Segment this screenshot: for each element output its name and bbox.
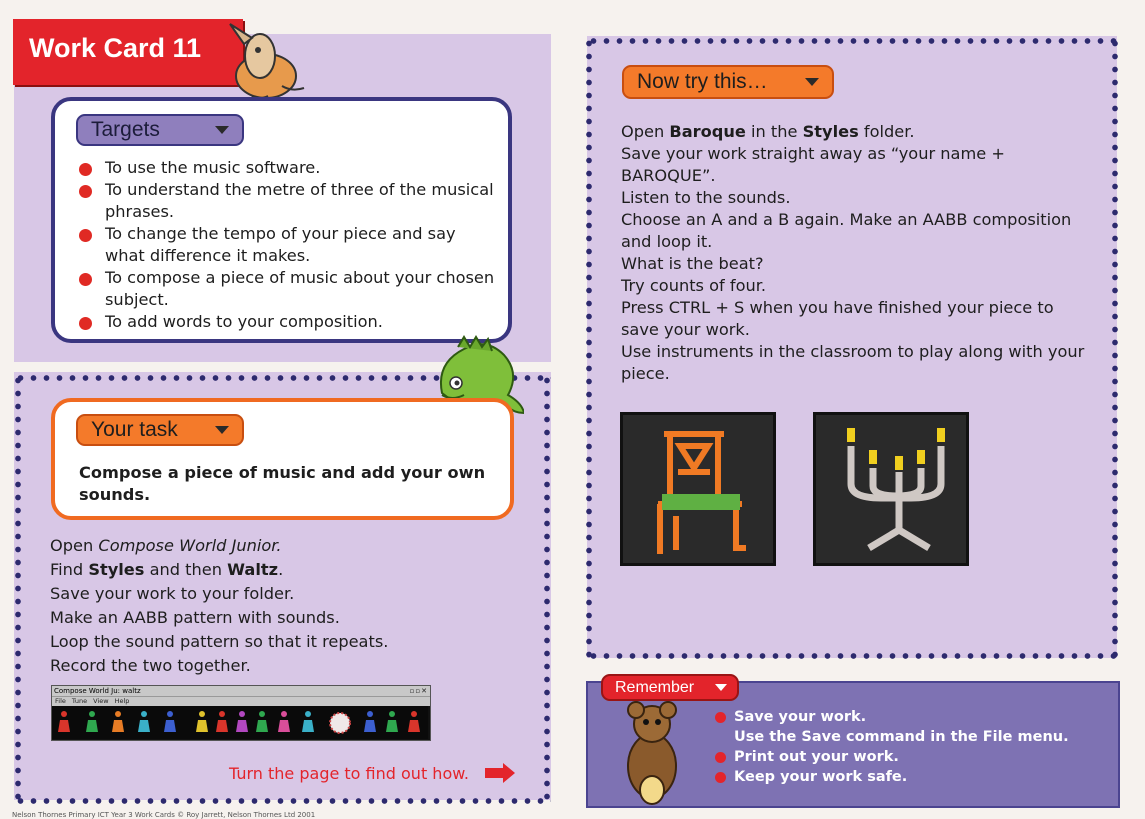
now-try-heading: Now try this…: [637, 70, 768, 93]
instruction-line: What is the beat?: [621, 254, 764, 273]
list-item: Print out your work.: [715, 747, 1095, 767]
menu-tune: Tune: [71, 697, 88, 705]
app-titlebar: [52, 686, 430, 696]
now-try-dotted-border-left: [585, 37, 593, 660]
chevron-down-icon: [715, 684, 727, 691]
hedgehog-mascot-icon: [222, 16, 310, 100]
targets-heading: Targets: [91, 118, 160, 141]
task-panel-dotted-border-right: [543, 374, 551, 805]
now-try-tag: [622, 65, 834, 99]
remember-tag: [601, 674, 739, 701]
list-item: To compose a piece of music about your chosen subject.: [79, 267, 497, 311]
step-save: Save your work to your folder.: [50, 584, 295, 603]
instruction-line: Try counts of four.: [621, 276, 767, 295]
card-title: Work Card 11: [29, 33, 202, 63]
now-try-dotted-border-right: [1111, 37, 1119, 660]
step-loop: Loop the sound pattern so that it repeats.: [50, 632, 389, 651]
now-try-dotted-border-bottom: [587, 652, 1117, 660]
instruction-line: Choose an A and a B again. Make an AABB composition and loop it.: [621, 210, 1072, 251]
list-item: Keep your work safe.: [715, 767, 1095, 787]
list-item: To add words to your composition.: [79, 311, 497, 333]
window-controls-icon: ▫▫✕: [409, 687, 428, 695]
arrow-right-icon: [483, 762, 517, 784]
menu-help: Help: [114, 697, 130, 705]
step-record: Record the two together.: [50, 656, 251, 675]
compose-world-screenshot: [51, 685, 431, 741]
list-item: To understand the metre of three of the musical phrases.: [79, 179, 497, 223]
chevron-down-icon: [805, 78, 819, 86]
list-item: Save your work.: [715, 707, 1095, 727]
list-item: To use the music software.: [79, 157, 497, 179]
targets-list: [79, 157, 497, 333]
task-steps: [50, 534, 530, 678]
instruction-line: Save your work straight away as “your name + BAROQUE”.: [621, 144, 1005, 185]
app-title: Compose World Ju: waltz: [54, 687, 141, 695]
instruction-line: Press CTRL + S when you have finished your piece to save your work.: [621, 298, 1054, 339]
menu-file: File: [55, 697, 66, 705]
chair-pixel-icon: [620, 412, 776, 566]
list-item: To change the tempo of your piece and say what difference it makes.: [79, 223, 497, 267]
work-card-title-banner: [13, 19, 243, 85]
task-panel-dotted-border-bottom: [14, 797, 551, 805]
instruction-line: Listen to the sounds.: [621, 188, 791, 207]
dancers-strip-icon: [52, 706, 428, 739]
chevron-down-icon: [215, 426, 229, 434]
remember-list: [715, 707, 1095, 787]
instruction-line: Use instruments in the classroom to play along with your piece.: [621, 342, 1085, 383]
candelabra-pixel-icon: [813, 412, 969, 566]
turn-page-link[interactable]: [229, 762, 517, 784]
step-pattern: Make an AABB pattern with sounds.: [50, 608, 340, 627]
task-tag: [76, 414, 244, 446]
menu-view: View: [93, 697, 109, 705]
chevron-down-icon: [215, 126, 229, 134]
turn-page-text: Turn the page to find out how.: [229, 763, 469, 783]
task-heading: Your task: [91, 418, 178, 441]
task-panel-dotted-border-left: [14, 374, 22, 805]
step-find: Find Styles and then Waltz.: [50, 560, 284, 579]
targets-tag: [76, 114, 244, 146]
instruction-open: Open Baroque in the Styles folder.: [621, 122, 915, 141]
step-open: Open Compose World Junior.: [50, 536, 282, 555]
now-try-dotted-border-top: [587, 37, 1117, 45]
task-description: Compose a piece of music and add your own sounds.: [79, 463, 486, 504]
mouse-mascot-icon: [612, 700, 692, 806]
footer-copyright: Nelson Thornes Primary ICT Year 3 Work Cards © Roy Jarrett, Nelson Thornes Ltd 2001: [12, 811, 316, 819]
remember-heading: Remember: [615, 678, 695, 696]
app-menubar: [52, 696, 430, 706]
now-try-instructions: [621, 121, 1091, 385]
list-item: Use the Save command in the File menu.: [734, 729, 1069, 745]
